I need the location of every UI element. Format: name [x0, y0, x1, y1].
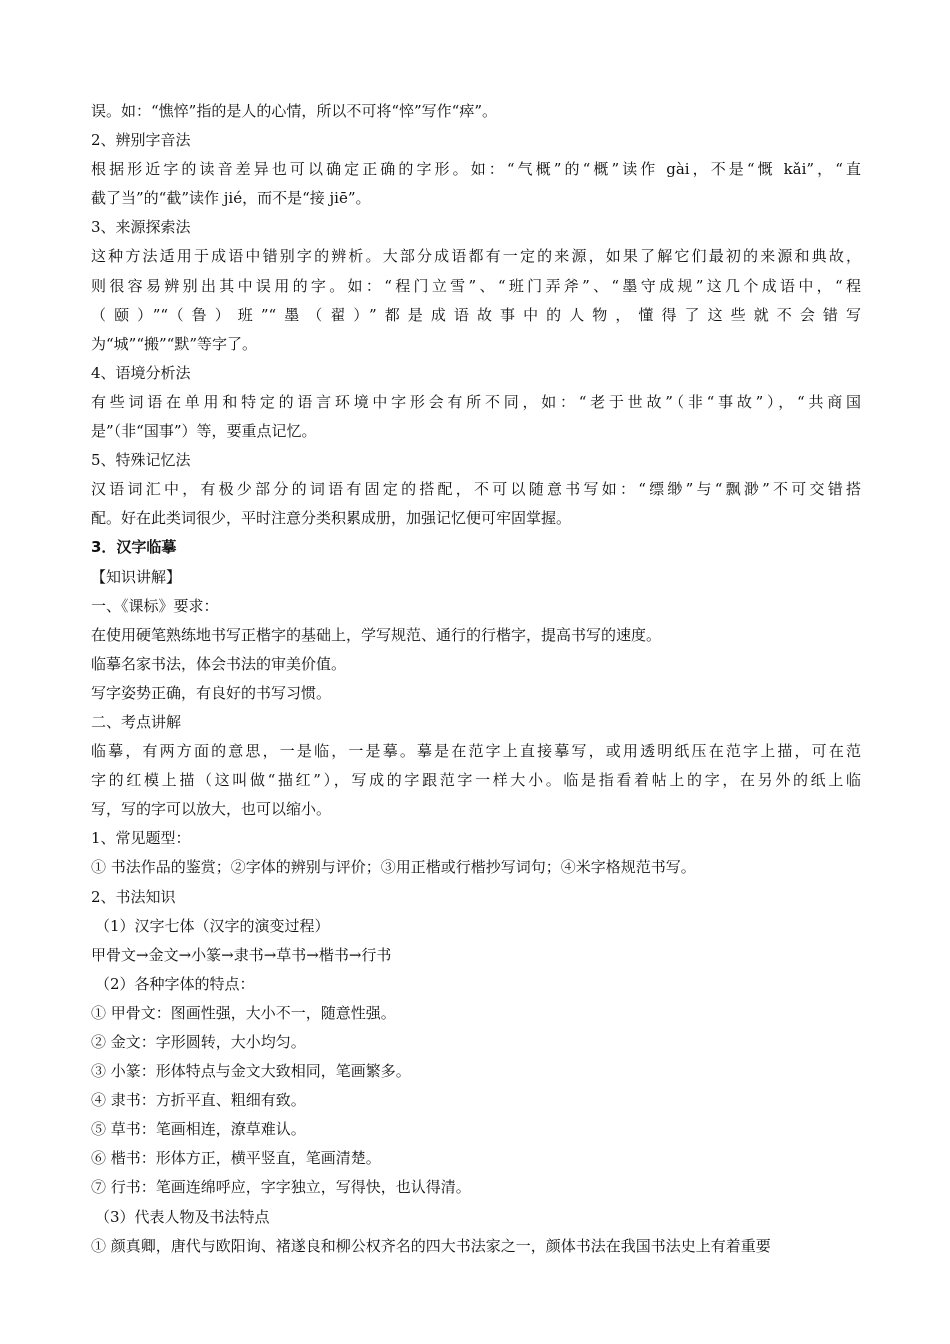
document-page — [91, 97, 861, 1261]
item-heading: 1、常见题型： — [91, 829, 191, 848]
text-line: 为“城”“搬”“默”等字了。 — [91, 334, 258, 353]
list-item: ⑦ 行书：笔画连绵呼应，字字独立，写得快，也认得清。 — [91, 1178, 471, 1197]
list-item: ① 甲骨文：图画性强，大小不一，随意性强。 — [91, 1003, 396, 1022]
list-item: ② 金文：字形圆转，大小均匀。 — [91, 1033, 306, 1051]
list-item: ③ 小篆：形体特点与金文大致相同，笔画繁多。 — [91, 1062, 411, 1081]
sub-item-heading: （2）各种字体的特点： — [95, 974, 255, 993]
subsection-heading: 一、《课标》要求： — [91, 596, 219, 615]
item-heading: 2、书法知识 — [91, 887, 176, 906]
list-item: ⑥ 楷书：形体方正，横平竖直，笔画清楚。 — [91, 1149, 381, 1168]
text-line: 则很容易辨别出其中误用的字。如：“程门立雪”、“班门弄斧”、“墨守成规”这几个成语中，“程 — [91, 276, 861, 295]
text-line: 这种方法适用于成语中错别字的辨析。大部分成语都有一定的来源，如果了解它们最初的来源和典故， — [91, 247, 861, 266]
text-line: 截了当”的“截”读作 jié，而不是“接 jiē”。 — [91, 189, 371, 208]
section-heading: 3．汉字临摹 — [91, 538, 177, 557]
sub-item-heading: （3）代表人物及书法特点 — [95, 1207, 270, 1226]
text-line: ① 书法作品的鉴赏；②字体的辨别与评价；③用正楷或行楷抄写词句；④米字格规范书写。 — [91, 858, 696, 877]
text-line: 汉语词汇中，有极少部分的词语有固定的搭配，不可以随意书写如：“缥缈”与“飘渺”不可交错搭 — [91, 480, 861, 499]
knowledge-label: 【知识讲解】 — [91, 567, 182, 586]
list-item: ① 颜真卿，唐代与欧阳询、褚遂良和柳公权齐名的四大书法家之一，颜体书法在我国书法史上有着重要 — [91, 1236, 771, 1255]
text-line: 临摹，有两方面的意思，一是临，一是摹。摹是在范字上直接摹写，或用透明纸压在范字上描，可在范 — [91, 742, 861, 761]
method-heading-4: 4、语境分析法 — [91, 363, 191, 382]
text-line: 甲骨文→金文→小篆→隶书→草书→楷书→行书 — [91, 945, 392, 964]
text-line: 写，写的字可以放大，也可以缩小。 — [91, 800, 332, 819]
list-item: ⑤ 草书：笔画相连，潦草难认。 — [91, 1120, 306, 1139]
text-line: 有些词语在单用和特定的语言环境中字形会有所不同，如：“老于世故”（非“事故”），“共商国 — [91, 392, 861, 411]
subsection-heading: 二、考点讲解 — [91, 712, 182, 731]
text-line: 写字姿势正确，有良好的书写习惯。 — [91, 683, 332, 702]
text-line: 配。好在此类词很少，平时注意分类积累成册，加强记忆便可牢固掌握。 — [91, 509, 572, 528]
sub-item-heading: （1）汉字七体（汉字的演变过程） — [95, 916, 330, 935]
method-heading-5: 5、特殊记忆法 — [91, 451, 191, 470]
list-item: ④ 隶书：方折平直、粗细有致。 — [91, 1091, 306, 1110]
text-line: （颐）”“（鲁）班”“墨（翟）”都是成语故事中的人物，懂得了这些就不会错写 — [91, 305, 861, 324]
text-line: 临摹名家书法，体会书法的审美价值。 — [91, 654, 347, 673]
text-line: 是”（非“国事”）等，要重点记忆。 — [91, 422, 317, 441]
text-line: 在使用硬笔熟练地书写正楷字的基础上，学写规范、通行的行楷字，提高书写的速度。 — [91, 625, 662, 644]
text-line: 字的红模上描（这叫做“描红”），写成的字跟范字一样大小。临是指看着帖上的字，在另外的纸上临 — [91, 771, 861, 790]
method-heading-2: 2、辨别字音法 — [91, 131, 191, 150]
method-heading-3: 3、来源探索法 — [91, 218, 191, 237]
text-line: 根据形近字的读音差异也可以确定正确的字形。如：“气概”的“概”读作 gài，不是“慨 kǎi”，“直 — [91, 160, 861, 179]
text-line: 误。如：“憔悴”指的是人的心情，所以不可将“悴”写作“瘁”。 — [91, 102, 498, 120]
